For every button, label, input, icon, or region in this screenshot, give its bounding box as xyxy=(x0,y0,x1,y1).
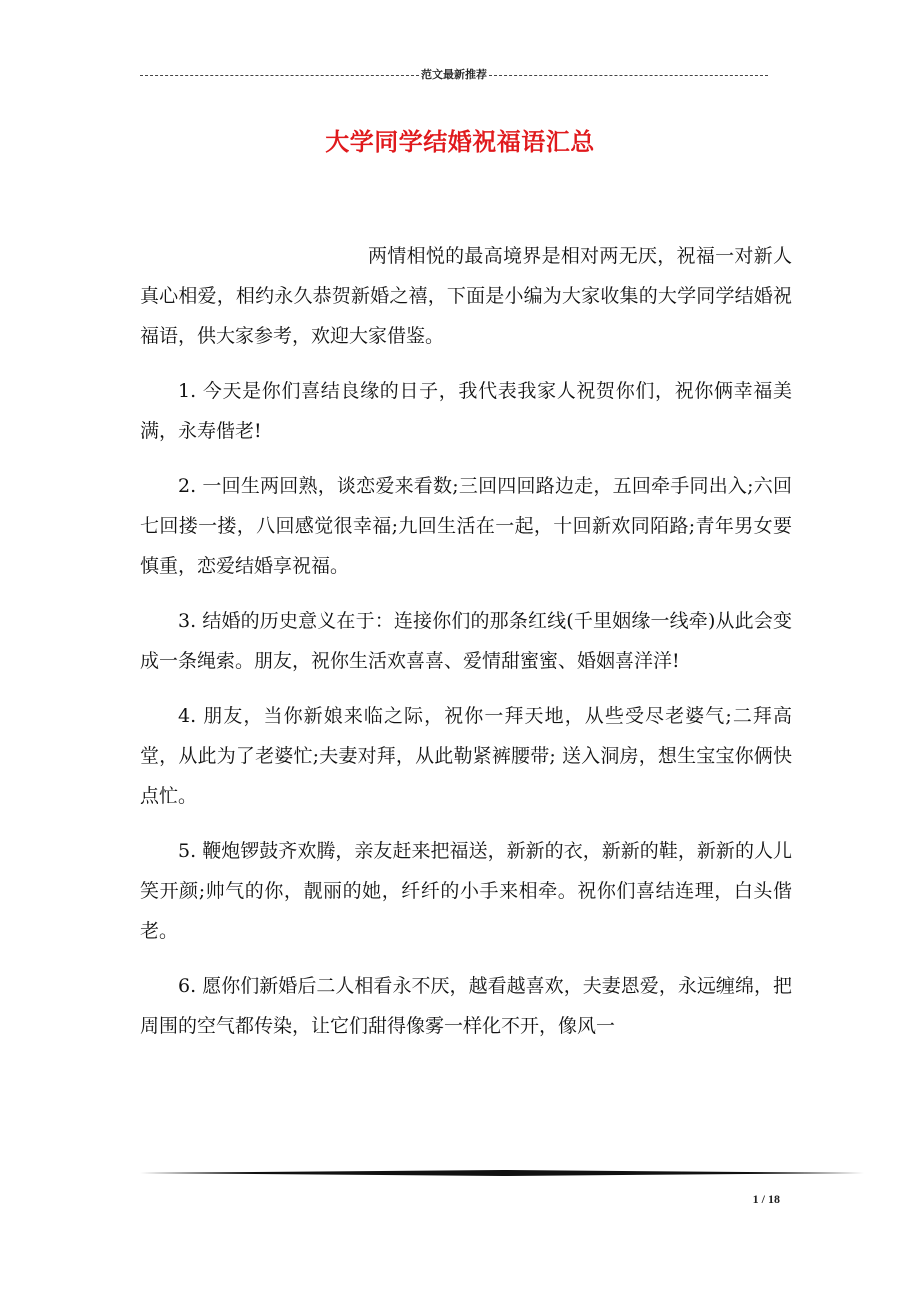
document-title: 大学同学结婚祝福语汇总 xyxy=(325,128,595,156)
document-body xyxy=(140,236,792,1061)
intro-paragraph: 两情相悦的最高境界是相对两无厌，祝福一对新人真心相爱，相约永久恭贺新婚之禧，下面是小编为大家收集的大学同学结婚祝福语，供大家参考，欢迎大家借鉴。 xyxy=(140,245,792,347)
list-item: 6. 愿你们新婚后二人相看永不厌，越看越喜欢，夫妻恩爱，永远缠绵，把周围的空气都传染，让它们甜得像雾一样化不开，像风一 xyxy=(140,975,792,1037)
list-item: 3. 结婚的历史意义在于：连接你们的那条红线(千里姻缘一线牵)从此会变成一条绳索。朋友，祝你生活欢喜喜、爱情甜蜜蜜、婚姻喜洋洋! xyxy=(140,610,792,672)
header-dash-left xyxy=(140,75,419,76)
page-number: 1 / 18 xyxy=(752,1192,780,1206)
header-label: 范文最新推荐 xyxy=(421,69,487,81)
list-item: 4. 朋友，当你新娘来临之际，祝你一拜天地，从些受尽老婆气;二拜高堂，从此为了老婆忙;夫妻对拜，从此勒紧裤腰带; 送入洞房，想生宝宝你俩快点忙。 xyxy=(140,705,792,807)
footer-rule xyxy=(140,1170,864,1176)
header-dash-right xyxy=(489,75,768,76)
list-item: 1. 今天是你们喜结良缘的日子，我代表我家人祝贺你们，祝你俩幸福美满，永寿偕老! xyxy=(140,380,792,442)
list-item: 5. 鞭炮锣鼓齐欢腾，亲友赶来把福送，新新的衣，新新的鞋，新新的人儿笑开颜;帅气的你，靓丽的她，纤纤的小手来相牵。祝你们喜结连理，白头偕老。 xyxy=(140,840,792,942)
list-item: 2. 一回生两回熟，谈恋爱来看数;三回四回路边走，五回牵手同出入;六回七回搂一搂，八回感觉很幸福;九回生活在一起，十回新欢同陌路;青年男女要慎重，恋爱结婚享祝福。 xyxy=(140,475,792,577)
page-header xyxy=(140,66,768,82)
